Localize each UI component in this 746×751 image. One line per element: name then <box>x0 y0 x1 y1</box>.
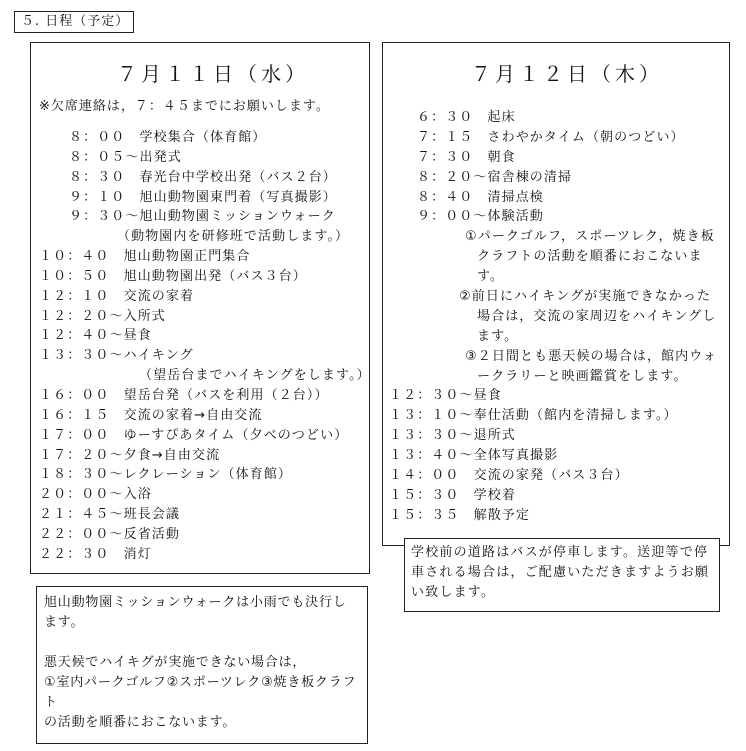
schedule-item: ２０：００～入浴 <box>39 487 152 503</box>
day2-schedule-list <box>389 108 729 526</box>
rain-note-line: の活動を順番におこないます。 <box>44 715 237 730</box>
schedule-item: ６：３０ 起床 <box>417 110 516 125</box>
schedule-item: １２：１０ 交流の家着 <box>39 288 195 304</box>
activity-option-2: ②前日にハイキングが実施できなかった <box>459 289 712 305</box>
activity-option-2-cont: 場合は，交流の家周辺をハイキングし <box>477 308 717 324</box>
schedule-item: １５：３５ 解散予定 <box>389 507 531 523</box>
schedule-item-note: （動物園内を研修班で活動します。） <box>117 229 350 245</box>
day1-title: ７月１１日（水） <box>117 62 309 86</box>
schedule-item: ７：３０ 朝食 <box>417 149 516 165</box>
schedule-item: ９：００～体験活動 <box>417 209 544 225</box>
schedule-item: ９：１０ 旭山動物園東門着（写真撮影） <box>69 189 337 205</box>
schedule-item: ８：２０～宿舎棟の清掃 <box>417 169 573 185</box>
schedule-item: ２２：００～反省活動 <box>39 526 181 542</box>
activity-option-1-cont: す。 <box>477 269 505 285</box>
activity-option-2-cont: ます。 <box>477 328 519 344</box>
absence-notice: ※欠席連絡は，７：４５までにお願いします。 <box>39 99 330 114</box>
activity-option-1: ①パークゴルフ，スポーツレク，焼き板 <box>465 229 715 245</box>
bus-parking-notice: 学校前の道路はバスが停車します。送迎等で停車される場合は，ご配慮いただきますようお願い致します。 <box>404 538 720 612</box>
schedule-item: ２１：４５～班長会議 <box>39 507 181 523</box>
schedule-item: ８：４０ 清掃点検 <box>417 189 544 205</box>
schedule-item-note: （望岳台までハイキングをします。） <box>139 368 371 384</box>
rain-note-line: 旭山動物園ミッションウォークは小雨でも決行します。 <box>44 595 347 630</box>
section-label: ５. 日程（予定） <box>14 11 134 33</box>
bad-weather-note <box>36 586 368 744</box>
schedule-item: ２２：３０ 消灯 <box>39 546 152 562</box>
rain-note-line: 悪天候でハイキグが実施できない場合は， <box>44 655 307 670</box>
day2-title: ７月１２日（木） <box>471 62 663 86</box>
schedule-item: １５：３０ 学校着 <box>389 487 516 503</box>
schedule-item: １７：２０～夕食→自由交流 <box>39 447 221 463</box>
schedule-item: １３：３０～退所式 <box>389 428 516 444</box>
schedule-item: １２：２０～入所式 <box>39 308 166 324</box>
day1-schedule-panel <box>30 42 370 574</box>
schedule-item: １８：３０～レクレーション（体育館） <box>39 467 293 483</box>
schedule-item: ８：０５～出発式 <box>69 149 182 165</box>
schedule-item: ８：００ 学校集合（体育館） <box>69 130 267 145</box>
rain-note-line: ①室内パークゴルフ②スポーツレク③焼き板クラフト <box>44 675 357 710</box>
schedule-item: １２：４０～昼食 <box>39 328 152 344</box>
schedule-item: １４：００ 交流の家発（バス３台） <box>389 468 629 484</box>
schedule-item: ８：３０ 春光台中学校出発（バス２台） <box>69 169 337 185</box>
schedule-item: １０：４０ 旭山動物園正門集合 <box>39 249 251 265</box>
schedule-item: １７：００ ゆーすぴあタイム（夕べのつどい） <box>39 427 349 443</box>
rain-note-spacer <box>44 633 360 653</box>
schedule-item: １２：３０～昼食 <box>389 388 502 404</box>
schedule-item: １６：１５ 交流の家着→自由交流 <box>39 407 263 423</box>
activity-option-3: ③２日間とも悪天候の場合は，館内ウォ <box>465 348 717 364</box>
schedule-item: １３：１０～奉仕活動（館内を清掃します。） <box>389 408 678 424</box>
schedule-item: １０：５０ 旭山動物園出発（バス３台） <box>39 268 307 284</box>
day2-schedule-panel <box>382 42 730 546</box>
day1-schedule-list <box>39 128 369 565</box>
schedule-item: １３：３０～ハイキング <box>39 348 194 364</box>
schedule-item: ７：１５ さわやかタイム（朝のつどい） <box>417 129 685 145</box>
schedule-item: ９：３０～旭山動物園ミッションウォーク <box>69 209 336 225</box>
activity-option-1-cont: クラフトの活動を順番におこないま <box>477 249 703 265</box>
schedule-item: １６：００ 望岳台発（バスを利用（２台）） <box>39 387 329 403</box>
schedule-item: １３：４０～全体写真撮影 <box>389 448 559 464</box>
activity-option-3-cont: ークラリーと映画鑑賞をします。 <box>477 368 688 384</box>
